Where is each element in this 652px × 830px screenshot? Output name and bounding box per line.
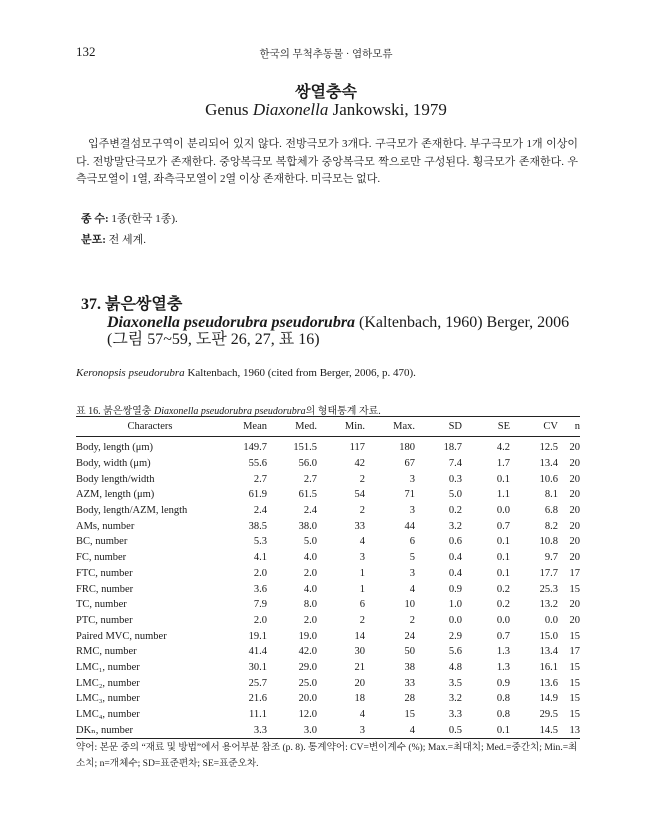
cell-cv: 9.7 [544,552,558,564]
cell-cv: 12.5 [539,442,558,454]
table-footnote: 약어: 본문 중의 “재료 및 방법”에서 용어부분 참조 (p. 8). 통계약어: CV=변이계수 (%); Max.=최대치; Med.=중간치; Min.=최소치; n=개체수; SD=표준편차; SE=표준오차. [76,742,578,769]
cell-sd: 7.4 [448,458,462,470]
header-n: n [558,417,580,437]
cell-sd: 0.6 [448,536,462,548]
cell-min: 21 [354,661,365,673]
table-row [76,437,580,456]
header-cv: CV [510,417,558,437]
header-min: Min. [317,417,365,437]
row-label: RMC, number [76,646,137,658]
cell-max: 3 [409,505,415,517]
cell-med: 3.0 [267,722,317,738]
row-label: Body length/width [76,473,155,485]
cell-se: 0.2 [496,599,510,611]
cell-se: 1.1 [496,489,510,501]
genus-name: Diaxonella [252,100,329,119]
cell-mean: 11.1 [249,709,267,721]
cell-max: 50 [404,646,415,658]
cell-med: 8.0 [303,599,317,611]
cell-med: 2.0 [303,567,317,579]
cell-n: 15 [569,583,580,595]
cell-max: 6 [409,536,415,548]
cell-n: 20 [569,614,580,626]
cell-cv: 25.3 [539,583,558,595]
cell-se: 0.8 [496,709,510,721]
cell-max: 67 [404,458,415,470]
cell-sd: 3.5 [448,677,462,689]
distribution-label: 분포: [81,234,106,246]
cell-n: 20 [569,505,580,517]
cell-min: 18 [354,693,365,705]
cell-min: 4 [359,536,365,548]
cell-min: 4 [359,709,365,721]
species-korean-name: 붉은쌍열충 [101,296,183,313]
cell-se: 0.2 [496,583,510,595]
cell-cv: 14.5 [510,722,558,738]
table-header-row [76,417,580,437]
synonym-name: Keronopsis pseudorubra [76,367,185,379]
cell-cv: 13.4 [539,646,558,658]
table-row [76,456,580,472]
cell-min: 3 [317,722,365,738]
cell-min: 6 [359,599,365,611]
cell-se: 0.1 [496,552,510,564]
row-label: LMC₂, number [76,677,140,689]
cell-n: 20 [569,520,580,532]
cell-cv: 8.2 [544,520,558,532]
cell-mean: 38.5 [248,520,267,532]
table-row [76,581,580,597]
morphometric-table [76,416,580,739]
row-label: Body, length (μm) [76,442,153,454]
cell-sd: 3.2 [448,520,462,532]
cell-min: 1 [359,567,365,579]
species-heading [81,296,581,314]
cell-se: 1.3 [496,646,510,658]
cell-med: 19.0 [298,630,317,642]
cell-min: 14 [354,630,365,642]
cell-min: 20 [354,677,365,689]
cell-n: 20 [569,536,580,548]
cell-med: 5.0 [303,536,317,548]
cell-med: 2.4 [303,505,317,517]
cell-max: 3 [409,473,415,485]
synonym [76,367,416,379]
cell-se: 0.0 [496,505,510,517]
cell-se: 0.7 [496,630,510,642]
cell-n: 20 [569,599,580,611]
cell-med: 25.0 [298,677,317,689]
cell-cv: 0.0 [544,614,558,626]
cell-sd: 18.7 [443,442,462,454]
table-caption [76,402,381,417]
cell-mean: 25.7 [248,677,267,689]
cell-mean: 2.0 [253,567,267,579]
cell-max: 28 [404,693,415,705]
cell-cv: 10.8 [539,536,558,548]
species-authority: (Kaltenbach, 1960) Berger, 2006 [355,314,570,331]
cell-max: 33 [404,677,415,689]
header-median: Med. [267,417,317,437]
row-label: LMC₄, number [76,709,140,721]
cell-sd: 0.5 [415,722,462,738]
genus-prefix: Genus [205,100,253,119]
cell-n: 20 [569,552,580,564]
cell-n: 15 [569,677,580,689]
row-label: Paired MVC, number [76,630,167,642]
cell-n: 15 [569,630,580,642]
header-max: Max. [365,417,415,437]
row-label: Body, width (μm) [76,458,151,470]
cell-min: 42 [354,458,365,470]
cell-cv: 10.6 [539,473,558,485]
cell-mean: 3.6 [253,583,267,595]
cell-n: 15 [569,693,580,705]
row-label: LMC₃, number [76,693,140,705]
species-count [81,210,178,226]
row-label: FRC, number [76,583,134,595]
cell-sd: 3.3 [448,709,462,721]
cell-max: 15 [404,709,415,721]
cell-med: 38.0 [298,520,317,532]
synonym-citation: Kaltenbach, 1960 (cited from Berger, 2006, p. 470). [184,367,416,379]
table-row [76,597,580,613]
header-mean: Mean [224,417,267,437]
cell-med: 12.0 [298,709,317,721]
species-latin-name: Diaxonella pseudorubra pseudorubra [107,314,356,331]
cell-mean: 55.6 [248,458,267,470]
cell-sd: 0.4 [448,552,462,564]
cell-se: 0.7 [496,520,510,532]
cell-se: 0.1 [496,536,510,548]
cell-med: 20.0 [298,693,317,705]
cell-mean: 149.7 [243,442,267,454]
species-figures: (그림 57~59, 도판 26, 27, 표 16) [107,331,320,348]
cell-max: 71 [404,489,415,501]
cell-cv: 15.0 [539,630,558,642]
cell-max: 4 [365,722,415,738]
table-row [76,534,580,550]
cell-max: 24 [404,630,415,642]
table-row [76,487,580,503]
cell-mean: 2.7 [253,473,267,485]
cell-se: 0.1 [462,722,510,738]
genus-korean-title: 쌍열충속 [295,84,357,101]
species-number: 37. [81,296,101,313]
table-row [76,628,580,644]
cell-mean: 30.1 [248,661,267,673]
table-row [76,722,580,738]
cell-se: 0.9 [496,677,510,689]
cell-min: 2 [359,505,365,517]
cell-med: 42.0 [298,646,317,658]
cell-n: 15 [569,661,580,673]
row-label: AMs, number [76,520,135,532]
cell-cv: 17.7 [539,567,558,579]
row-label: BC, number [76,536,128,548]
cell-se: 0.8 [496,693,510,705]
cell-sd: 5.6 [448,646,462,658]
cell-sd: 0.4 [448,567,462,579]
cell-sd: 5.0 [448,489,462,501]
table-row [76,471,580,487]
header-sd: SD [415,417,462,437]
cell-max: 10 [404,599,415,611]
running-head: 한국의 무척추동물 · 염하모류 [259,49,393,60]
cell-mean: 3.3 [224,722,267,738]
cell-se: 1.7 [496,458,510,470]
genus-latin-title [0,100,652,120]
species-count-value: 1종(한국 1종). [108,213,178,225]
cell-cv: 16.1 [539,661,558,673]
cell-min: 1 [359,583,365,595]
cell-se: 1.3 [496,661,510,673]
table-row [76,675,580,691]
cell-min: 30 [354,646,365,658]
species-latin-line [107,314,607,332]
cell-med: 61.5 [298,489,317,501]
cell-n: 17 [569,567,580,579]
cell-max: 180 [399,442,415,454]
cell-n: 17 [569,646,580,658]
row-label: PTC, number [76,614,133,626]
caption-suffix: 의 형태통계 자료. [305,406,381,417]
cell-sd: 4.8 [448,661,462,673]
header-characters: Characters [76,417,224,437]
cell-mean: 19.1 [248,630,267,642]
cell-min: 3 [359,552,365,564]
row-label: FC, number [76,552,127,564]
cell-cv: 13.6 [539,677,558,689]
cell-min: 33 [354,520,365,532]
row-label: AZM, length (μm) [76,489,155,501]
cell-med: 4.0 [303,583,317,595]
caption-latin: Diaxonella pseudorubra pseudorubra [153,406,306,417]
cell-sd: 0.2 [448,505,462,517]
cell-max: 4 [409,583,415,595]
cell-mean: 61.9 [248,489,267,501]
table-row [76,660,580,676]
header-se: SE [462,417,510,437]
cell-min: 54 [354,489,365,501]
cell-cv: 14.9 [539,693,558,705]
cell-max: 38 [404,661,415,673]
row-label: DKₙ, number [76,722,224,738]
distribution [81,231,146,247]
cell-n: 15 [569,709,580,721]
cell-med: 4.0 [303,552,317,564]
cell-max: 3 [409,567,415,579]
cell-min: 2 [359,473,365,485]
cell-cv: 29.5 [539,709,558,721]
cell-med: 151.5 [293,442,317,454]
cell-sd: 0.9 [448,583,462,595]
cell-sd: 0.0 [448,614,462,626]
species-count-label: 종 수: [81,213,109,225]
cell-sd: 1.0 [448,599,462,611]
cell-cv: 6.8 [544,505,558,517]
cell-n: 20 [569,442,580,454]
cell-mean: 2.4 [253,505,267,517]
cell-mean: 7.9 [253,599,267,611]
distribution-value: 전 세계. [105,234,147,246]
table-row [76,550,580,566]
cell-se: 0.1 [496,567,510,579]
cell-mean: 5.3 [253,536,267,548]
cell-med: 29.0 [298,661,317,673]
row-label: LMC₁, number [76,661,140,673]
cell-min: 117 [349,442,365,454]
cell-sd: 3.2 [448,693,462,705]
table-row [76,691,580,707]
cell-mean: 2.0 [253,614,267,626]
cell-mean: 4.1 [253,552,267,564]
cell-med: 2.0 [303,614,317,626]
row-label: FTC, number [76,567,133,579]
row-label: TC, number [76,599,127,611]
cell-med: 56.0 [298,458,317,470]
cell-sd: 0.3 [448,473,462,485]
caption-prefix: 표 16. 붉은쌍열충 [76,406,154,417]
genus-authority: Jankowski, 1979 [328,100,447,119]
table-row [76,644,580,660]
cell-cv: 13.4 [539,458,558,470]
cell-mean: 21.6 [248,693,267,705]
table-row [76,518,580,534]
table-row [76,707,580,723]
cell-se: 0.0 [496,614,510,626]
cell-n: 20 [569,458,580,470]
table-row [76,566,580,582]
cell-n: 20 [569,489,580,501]
genus-description: 입주변결섬모구역이 분리되어 있지 않다. 전방극모가 3개다. 구극모가 존재한다. 부구극모가 1개 이상이다. 전방말단극모가 존재한다. 중앙복극모 복합체가 중앙복극모 짝으로만 구성된다. 횡극모가 존재한다. 우측극모열이 1열, 좌측극모열이 2열 이상 존재한다. 미극모는 없다. [76,138,578,185]
row-label: Body, length/AZM, length [76,505,188,517]
table-row [76,613,580,629]
cell-n: 13 [558,722,580,738]
cell-cv: 8.1 [544,489,558,501]
cell-se: 4.2 [496,442,510,454]
cell-max: 2 [409,614,415,626]
cell-med: 2.7 [303,473,317,485]
cell-mean: 41.4 [248,646,267,658]
cell-sd: 2.9 [448,630,462,642]
cell-n: 20 [569,473,580,485]
cell-cv: 13.2 [539,599,558,611]
cell-max: 5 [409,552,415,564]
cell-se: 0.1 [496,473,510,485]
table-row [76,503,580,519]
cell-min: 2 [359,614,365,626]
page-number: 132 [76,44,96,59]
cell-max: 44 [404,520,415,532]
